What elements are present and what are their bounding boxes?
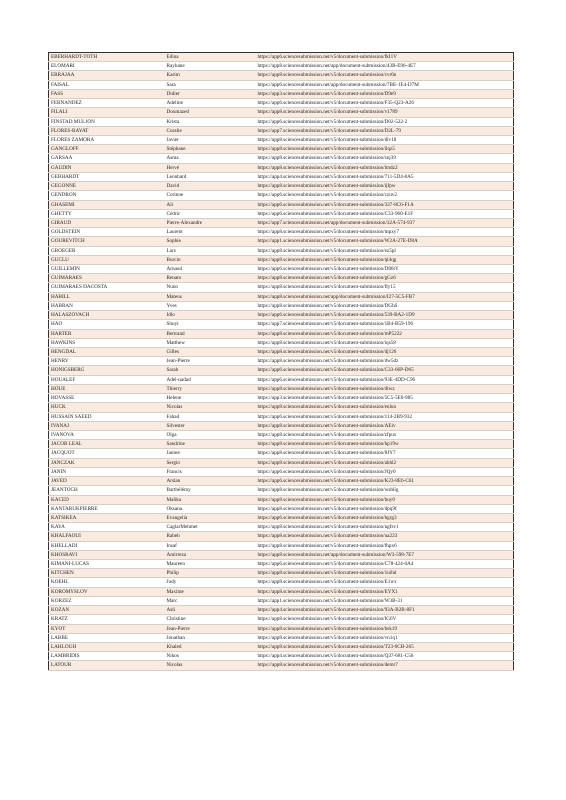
submission-link-cell[interactable]: https://app8.sciencesubmission.net/v5/document-submission/ijfpw xyxy=(256,182,514,191)
table-row xyxy=(49,126,514,135)
submission-link-cell[interactable]: https://app6.sciencesubmission.net/v5/document-submission/D86tY xyxy=(256,265,514,274)
table-row xyxy=(49,62,514,71)
table-row xyxy=(49,624,514,633)
last-name-cell: JAVED xyxy=(49,477,165,486)
table-row xyxy=(49,348,514,357)
first-name-cell: Asma xyxy=(165,154,256,163)
last-name-cell: GEGONNE xyxy=(49,182,165,191)
last-name-cell: HUSSAIN SAEED xyxy=(49,412,165,421)
submission-link-cell[interactable]: https://app8.sciencesubmission.net/v5/document-submission/lmdz2 xyxy=(256,163,514,172)
submission-link-cell[interactable]: https://app8.sciencesubmission.net/v5/document-submission/v1789 xyxy=(256,108,514,117)
first-name-cell: Adeline xyxy=(165,99,256,108)
table-row xyxy=(49,154,514,163)
first-name-cell: Corinne xyxy=(165,191,256,200)
table-row xyxy=(49,412,514,421)
first-name-cell: Edina xyxy=(165,53,256,62)
last-name-cell: KACED xyxy=(49,495,165,504)
first-name-cell: Christine xyxy=(165,615,256,624)
last-name-cell: HUCK xyxy=(49,403,165,412)
first-name-cell: Pierre-Alexandre xyxy=(165,218,256,227)
table-row xyxy=(49,504,514,513)
submission-link-cell[interactable]: https://app6.sciencesubmission.net/v5/document-submission/539-BA2-1D9 xyxy=(256,311,514,320)
first-name-cell: Adel-nadad xyxy=(165,375,256,384)
last-name-cell: KHOSRAVI xyxy=(49,550,165,559)
last-name-cell: GUILLEMIN xyxy=(49,265,165,274)
table-row xyxy=(49,228,514,237)
last-name-cell: KOROMYSLOV xyxy=(49,587,165,596)
submission-link-cell[interactable]: https://app4.sciencesubmission.net/v5/document-submission/Q37-681-C56 xyxy=(256,652,514,661)
submission-table xyxy=(48,52,514,671)
table-row xyxy=(49,578,514,587)
first-name-cell: Francis xyxy=(165,467,256,476)
last-name-cell: FILALI xyxy=(49,108,165,117)
first-name-cell: Silvester xyxy=(165,421,256,430)
last-name-cell: HALASZOVACH xyxy=(49,311,165,320)
table-row xyxy=(49,191,514,200)
table-row xyxy=(49,384,514,393)
table-row xyxy=(49,596,514,605)
last-name-cell: JANCZAK xyxy=(49,458,165,467)
first-name-cell: Cédric xyxy=(165,209,256,218)
last-name-cell: KANTARUKPIERRE xyxy=(49,504,165,513)
submission-link-cell[interactable]: https://app8.sciencesubmission.net/v5/document-submission/fhpx6 xyxy=(256,541,514,550)
table-row xyxy=(49,513,514,522)
submission-link-cell[interactable]: https://app8.sciencesubmission.net/v5/document-submission/bsk19 xyxy=(256,624,514,633)
last-name-cell: FAISAL xyxy=(49,80,165,89)
submission-link-cell[interactable]: https://app8.sciencesubmission.net/app/document-submission/I27-5C5-FB7 xyxy=(256,292,514,301)
first-name-cell: Amirreza xyxy=(165,550,256,559)
table-row xyxy=(49,255,514,264)
first-name-cell: Olga xyxy=(165,430,256,439)
first-name-cell: CaglarMehmet xyxy=(165,523,256,532)
last-name-cell: ELOMARI xyxy=(49,62,165,71)
submission-link-cell[interactable]: https://app8.sciencesubmission.net/v5/document-submission/abhl2 xyxy=(256,458,514,467)
submission-link-cell[interactable]: https://app6.sciencesubmission.net/v5/document-submission/fkI1V xyxy=(256,53,514,62)
table-row xyxy=(49,357,514,366)
table-row xyxy=(49,311,514,320)
submission-link-cell[interactable]: https://app7.sciencesubmission.net/app/document-submission/32A-574-937 xyxy=(256,218,514,227)
table-row xyxy=(49,209,514,218)
first-name-cell: Doumazed xyxy=(165,108,256,117)
first-name-cell: Barthélémy xyxy=(165,486,256,495)
table-row xyxy=(49,89,514,98)
last-name-cell: IVANOVA xyxy=(49,430,165,439)
first-name-cell: Jean-Pierre xyxy=(165,357,256,366)
submission-link-cell[interactable]: https://app6.sciencesubmission.net/v5/document-submission/K23-8E6-C61 xyxy=(256,477,514,486)
submission-link-cell[interactable]: https://app6.sciencesubmission.net/v5/document-submission/C33-66P-D65 xyxy=(256,366,514,375)
first-name-cell: Maureen xyxy=(165,560,256,569)
submission-link-cell[interactable]: https://app6.sciencesubmission.net/v5/document-submission/93E-4DD-C96 xyxy=(256,375,514,384)
submission-link-cell[interactable]: https://app8.sciencesubmission.net/v5/document-submission/8JY7 xyxy=(256,449,514,458)
submission-link-cell[interactable]: https://app8.sciencesubmission.net/v5/document-submission/cvr6n xyxy=(256,71,514,80)
last-name-cell: FASS xyxy=(49,89,165,98)
last-name-cell: LABBE xyxy=(49,633,165,642)
table-row xyxy=(49,467,514,476)
submission-link-cell[interactable]: https://app8.sciencesubmission.net/app/document-submission/W3-598-7E7 xyxy=(256,550,514,559)
submission-link-cell[interactable]: https://app8.sciencesubmission.net/v5/document-submission/mP5222 xyxy=(256,329,514,338)
table-row xyxy=(49,661,514,670)
submission-link-cell[interactable]: https://app6.sciencesubmission.net/v5/document-submission/114-2B9-932 xyxy=(256,412,514,421)
table-row xyxy=(49,265,514,274)
first-name-cell: Maxime xyxy=(165,587,256,596)
submission-link-cell[interactable]: https://app8.sciencesubmission.net/v5/document-submission/hp19w xyxy=(256,440,514,449)
submission-link-cell[interactable]: https://app7.sciencesubmission.net/v5/document-submission/1B4-B59-196 xyxy=(256,320,514,329)
first-name-cell: Marc xyxy=(165,596,256,605)
last-name-cell: IVANAJ xyxy=(49,421,165,430)
table-row xyxy=(49,523,514,532)
submission-link-cell[interactable]: https://app8.sciencesubmission.net/app/document-submission/43B-E96-4E7 xyxy=(256,62,514,71)
table-row xyxy=(49,541,514,550)
submission-link-cell[interactable]: https://app8.sciencesubmission.net/v5/document-submission/gGz6 xyxy=(256,274,514,283)
table-row xyxy=(49,237,514,246)
last-name-cell: GANGLOFF xyxy=(49,145,165,154)
table-row xyxy=(49,569,514,578)
last-name-cell: HOVASSE xyxy=(49,394,165,403)
last-name-cell: KOZAN xyxy=(49,606,165,615)
table-row xyxy=(49,495,514,504)
first-name-cell: Bertrand xyxy=(165,329,256,338)
last-name-cell: HAWKINS xyxy=(49,338,165,347)
submission-link-cell[interactable]: https://app8.sciencesubmission.net/v5/document-submission/E1wx xyxy=(256,578,514,587)
last-name-cell: GROEGER xyxy=(49,246,165,255)
last-name-cell: LAHLOUH xyxy=(49,643,165,652)
first-name-cell: David xyxy=(165,182,256,191)
first-name-cell: Nikos xyxy=(165,652,256,661)
table-row xyxy=(49,108,514,117)
first-name-cell: Renato xyxy=(165,274,256,283)
last-name-cell: HARTER xyxy=(49,329,165,338)
last-name-cell: EBERHARDT-TOTH xyxy=(49,53,165,62)
last-name-cell: GOUREVITCH xyxy=(49,237,165,246)
first-name-cell: Helene xyxy=(165,394,256,403)
last-name-cell: KHALFAOUI xyxy=(49,532,165,541)
submission-link-cell[interactable]: https://app6.sciencesubmission.net/v5/document-submission/F35-Q23-A26 xyxy=(256,99,514,108)
last-name-cell: LAMBRIDIS xyxy=(49,652,165,661)
last-name-cell: KRATZ xyxy=(49,615,165,624)
first-name-cell: Krista xyxy=(165,117,256,126)
table-row xyxy=(49,421,514,430)
last-name-cell: FLORES-RAYAT xyxy=(49,126,165,135)
last-name-cell: ERRAJAA xyxy=(49,71,165,80)
submission-link-cell[interactable]: https://app8.sciencesubmission.net/v5/document-submission/ua223 xyxy=(256,532,514,541)
submission-link-cell[interactable]: https://app8.sciencesubmission.net/v5/document-submission/ilqz5 xyxy=(256,145,514,154)
last-name-cell: GENDRON xyxy=(49,191,165,200)
last-name-cell: GARSAA xyxy=(49,154,165,163)
table-row xyxy=(49,560,514,569)
first-name-cell: Janine xyxy=(165,449,256,458)
submission-link-cell[interactable]: https://app8.sciencesubmission.net/v5/document-submission/EYX1 xyxy=(256,587,514,596)
table-row xyxy=(49,71,514,80)
table-row xyxy=(49,145,514,154)
first-name-cell: Sarah xyxy=(165,366,256,375)
first-name-cell: Gilles xyxy=(165,348,256,357)
table-row xyxy=(49,135,514,144)
last-name-cell: HABRAN xyxy=(49,301,165,310)
submission-link-cell[interactable]: https://app6.sciencesubmission.net/v5/document-submission/337-8C6-F1A xyxy=(256,200,514,209)
first-name-cell: Insaf xyxy=(165,541,256,550)
first-name-cell: Shuyi xyxy=(165,320,256,329)
last-name-cell: FLORES ZAMORA xyxy=(49,135,165,144)
submission-link-cell[interactable]: https://app8.sciencesubmission.net/v5/document-submission/wsblig xyxy=(256,486,514,495)
submission-link-cell[interactable]: https://app8.sciencesubmission.net/v5/document-submission/ql4qg xyxy=(256,255,514,264)
last-name-cell: FINSTAD MULJON xyxy=(49,117,165,126)
submission-link-cell[interactable]: https://app8.sciencesubmission.net/v5/document-submission/dlv18 xyxy=(256,135,514,144)
last-name-cell: KYOT xyxy=(49,624,165,633)
table-row xyxy=(49,652,514,661)
submission-link-cell[interactable]: https://app3.sciencesubmission.net/v5/document-submission/5C5-5E0-985 xyxy=(256,394,514,403)
table-row xyxy=(49,430,514,439)
submission-link-cell[interactable]: https://app6.sciencesubmission.net/app/document-submission/7BE-1E4-D7M xyxy=(256,80,514,89)
first-name-cell: Idlo xyxy=(165,311,256,320)
first-name-cell: Yves xyxy=(165,301,256,310)
first-name-cell: Oksana xyxy=(165,504,256,513)
first-name-cell: Nicolas xyxy=(165,661,256,670)
last-name-cell: GUIMARAES xyxy=(49,274,165,283)
submission-link-cell[interactable]: https://app8.sciencesubmission.net/v5/document-submission/demr7 xyxy=(256,661,514,670)
submission-link-cell[interactable]: https://app8.sciencesubmission.net/v5/document-submission/iqs58 xyxy=(256,338,514,347)
last-name-cell: KATSIKEA xyxy=(49,513,165,522)
table-row xyxy=(49,99,514,108)
submission-link-cell[interactable]: https://app8.sciencesubmission.net/v5/document-submission/ez5pl xyxy=(256,246,514,255)
first-name-cell: Judy xyxy=(165,578,256,587)
first-name-cell: Evangelia xyxy=(165,513,256,522)
submission-table-body xyxy=(49,53,514,671)
first-name-cell: Fahad xyxy=(165,412,256,421)
first-name-cell: Lars xyxy=(165,246,256,255)
last-name-cell: KITCHEN xyxy=(49,569,165,578)
last-name-cell: GOLDSTEIN xyxy=(49,228,165,237)
submission-link-cell[interactable]: https://app8.sciencesubmission.net/v5/document-submission/IG6V xyxy=(256,615,514,624)
submission-link-cell[interactable]: https://app8.sciencesubmission.net/v5/document-submission/dw5dz xyxy=(256,357,514,366)
submission-link-cell[interactable]: https://app6.sciencesubmission.net/v5/document-submission/C78-424-6A4 xyxy=(256,560,514,569)
submission-link-cell[interactable]: https://app6.sciencesubmission.net/v5/document-submission/C33-960-E1F xyxy=(256,209,514,218)
submission-link-cell[interactable]: https://app8.sciencesubmission.net/v5/document-submission/1uihd xyxy=(256,569,514,578)
table-row xyxy=(49,246,514,255)
submission-link-cell[interactable]: https://app8.sciencesubmission.net/v5/document-submission/mpxy7 xyxy=(256,228,514,237)
table-row xyxy=(49,458,514,467)
submission-link-cell[interactable]: https://app6.sciencesubmission.net/v5/document-submission/czuv2 xyxy=(256,191,514,200)
table-row xyxy=(49,182,514,191)
table-row xyxy=(49,486,514,495)
last-name-cell: KORZEZ xyxy=(49,596,165,605)
last-name-cell: HENGDAL xyxy=(49,348,165,357)
first-name-cell: Sandrine xyxy=(165,440,256,449)
first-name-cell: Ali xyxy=(165,200,256,209)
first-name-cell: Nicolas xyxy=(165,403,256,412)
table-row xyxy=(49,449,514,458)
first-name-cell: Sara xyxy=(165,80,256,89)
table-row xyxy=(49,80,514,89)
first-name-cell: Mateus xyxy=(165,292,256,301)
first-name-cell: Burcin xyxy=(165,255,256,264)
table-row xyxy=(49,283,514,292)
last-name-cell: GAUDIN xyxy=(49,163,165,172)
submission-link-cell[interactable]: https://app8.sciencesubmission.net/v5/document-submission/enlun xyxy=(256,403,514,412)
last-name-cell: GHASEMI xyxy=(49,200,165,209)
table-row xyxy=(49,440,514,449)
first-name-cell: Sergio xyxy=(165,458,256,467)
table-row xyxy=(49,200,514,209)
last-name-cell: KOEHL xyxy=(49,578,165,587)
first-name-cell: Jean-Pierre xyxy=(165,624,256,633)
table-row xyxy=(49,301,514,310)
table-row xyxy=(49,53,514,62)
last-name-cell: FERNANDEZ xyxy=(49,99,165,108)
first-name-cell: Javier xyxy=(165,135,256,144)
submission-link-cell[interactable]: https://app4.sciencesubmission.net/v5/document-submission/711-5D4-8A5 xyxy=(256,172,514,181)
last-name-cell: HOUE xyxy=(49,384,165,393)
last-name-cell: GUIMARAES DACOSTA xyxy=(49,283,165,292)
first-name-cell: Matthew xyxy=(165,338,256,347)
table-row xyxy=(49,532,514,541)
last-name-cell: GUCLU xyxy=(49,255,165,264)
submission-link-cell[interactable]: https://app8.sciencesubmission.net/v5/document-submission/dpq9f xyxy=(256,504,514,513)
submission-link-cell[interactable]: https://app8.sciencesubmission.net/v5/document-submission/ugfsv1 xyxy=(256,523,514,532)
table-row xyxy=(49,375,514,384)
submission-link-cell[interactable]: https://app8.sciencesubmission.net/v5/document-submission/T23-6CB-265 xyxy=(256,643,514,652)
table-row xyxy=(49,320,514,329)
last-name-cell: GHETTY xyxy=(49,209,165,218)
last-name-cell: KHELLADI xyxy=(49,541,165,550)
submission-link-cell[interactable]: https://app7.sciencesubmission.net/v5/document-submission/D2L-79 xyxy=(256,126,514,135)
table-row xyxy=(49,477,514,486)
first-name-cell: Stéphane xyxy=(165,145,256,154)
table-row xyxy=(49,615,514,624)
first-name-cell: Arslan xyxy=(165,477,256,486)
table-row xyxy=(49,550,514,559)
submission-link-cell[interactable]: https://app1.sciencesubmission.net/v5/document-submission/W3B-31 xyxy=(256,596,514,605)
last-name-cell: JACOB LEAL xyxy=(49,440,165,449)
table-row xyxy=(49,117,514,126)
first-name-cell: Arnaud xyxy=(165,265,256,274)
table-row xyxy=(49,218,514,227)
first-name-cell: Didier xyxy=(165,89,256,98)
submission-link-cell[interactable]: https://app8.sciencesubmission.net/v5/document-submission/dj126 xyxy=(256,348,514,357)
submission-link-cell[interactable]: https://app8.sciencesubmission.net/v5/document-submission/vn1q1 xyxy=(256,633,514,642)
table-row xyxy=(49,587,514,596)
submission-link-cell[interactable]: https://app8.sciencesubmission.net/v5/document-submission/DGhS xyxy=(256,301,514,310)
last-name-cell: HONIGSBERG xyxy=(49,366,165,375)
first-name-cell: Karim xyxy=(165,71,256,80)
last-name-cell: HAO xyxy=(49,320,165,329)
table-row xyxy=(49,643,514,652)
first-name-cell: Philip xyxy=(165,569,256,578)
last-name-cell: KAYA xyxy=(49,523,165,532)
last-name-cell: LATOUR xyxy=(49,661,165,670)
table-row xyxy=(49,163,514,172)
table-row xyxy=(49,394,514,403)
table-row xyxy=(49,172,514,181)
table-row xyxy=(49,274,514,283)
first-name-cell: Jonathan xyxy=(165,633,256,642)
first-name-cell: Malika xyxy=(165,495,256,504)
first-name-cell: Nuno xyxy=(165,283,256,292)
last-name-cell: HENRY xyxy=(49,357,165,366)
submission-link-cell[interactable]: https://app3.sciencesubmission.net/v5/document-submission/D9e9 xyxy=(256,89,514,98)
submission-link-cell[interactable]: https://app6.sciencesubmission.net/v5/document-submission/hgrg3 xyxy=(256,513,514,522)
last-name-cell: HABILL xyxy=(49,292,165,301)
first-name-cell: Hervé xyxy=(165,163,256,172)
first-name-cell: Sophie xyxy=(165,237,256,246)
first-name-cell: Thierry xyxy=(165,384,256,393)
first-name-cell: Khaled xyxy=(165,643,256,652)
table-row xyxy=(49,338,514,347)
table-row xyxy=(49,633,514,642)
last-name-cell: JANIN xyxy=(49,467,165,476)
first-name-cell: Rabeh xyxy=(165,532,256,541)
first-name-cell: Leonhard xyxy=(165,172,256,181)
submission-link-cell[interactable]: https://app8.sciencesubmission.net/v5/document-submission/snj39 xyxy=(256,154,514,163)
first-name-cell: Rayhane xyxy=(165,62,256,71)
submission-link-cell[interactable]: https://app6.sciencesubmission.net/v5/document-submission/JQy0 xyxy=(256,467,514,476)
submission-link-cell[interactable]: https://app8.sciencesubmission.net/v5/document-submission/AEiv xyxy=(256,421,514,430)
submission-link-cell[interactable]: https://app8.sciencesubmission.net/v5/document-submission/dlwz xyxy=(256,384,514,393)
table-row xyxy=(49,606,514,615)
submission-link-cell[interactable]: https://app4.sciencesubmission.net/v5/document-submission/93A-B2B-8F1 xyxy=(256,606,514,615)
table-row xyxy=(49,329,514,338)
submission-link-cell[interactable]: https://app8.sciencesubmission.net/v5/document-submission/zfpux xyxy=(256,430,514,439)
last-name-cell: GEBHARDT xyxy=(49,172,165,181)
first-name-cell: Coralie xyxy=(165,126,256,135)
last-name-cell: GIRAUD xyxy=(49,218,165,227)
last-name-cell: KIMANI-LUCAS xyxy=(49,560,165,569)
last-name-cell: JACQUOT xyxy=(49,449,165,458)
table-row xyxy=(49,403,514,412)
submission-link-cell[interactable]: https://app6.sciencesubmission.net/v5/document-submission/D02-522-2 xyxy=(256,117,514,126)
table-row xyxy=(49,292,514,301)
last-name-cell: JEANTOCH xyxy=(49,486,165,495)
submission-link-cell[interactable]: https://app8.sciencesubmission.net/v5/document-submission/fly15 xyxy=(256,283,514,292)
submission-link-cell[interactable]: https://app8.sciencesubmission.net/v5/document-submission/buy0 xyxy=(256,495,514,504)
first-name-cell: Laurent xyxy=(165,228,256,237)
table-row xyxy=(49,366,514,375)
first-name-cell: Asli xyxy=(165,606,256,615)
submission-link-cell[interactable]: https://app1.sciencesubmission.net/v5/document-submission/W2A-27E-D8A xyxy=(256,237,514,246)
last-name-cell: HOUALEF xyxy=(49,375,165,384)
